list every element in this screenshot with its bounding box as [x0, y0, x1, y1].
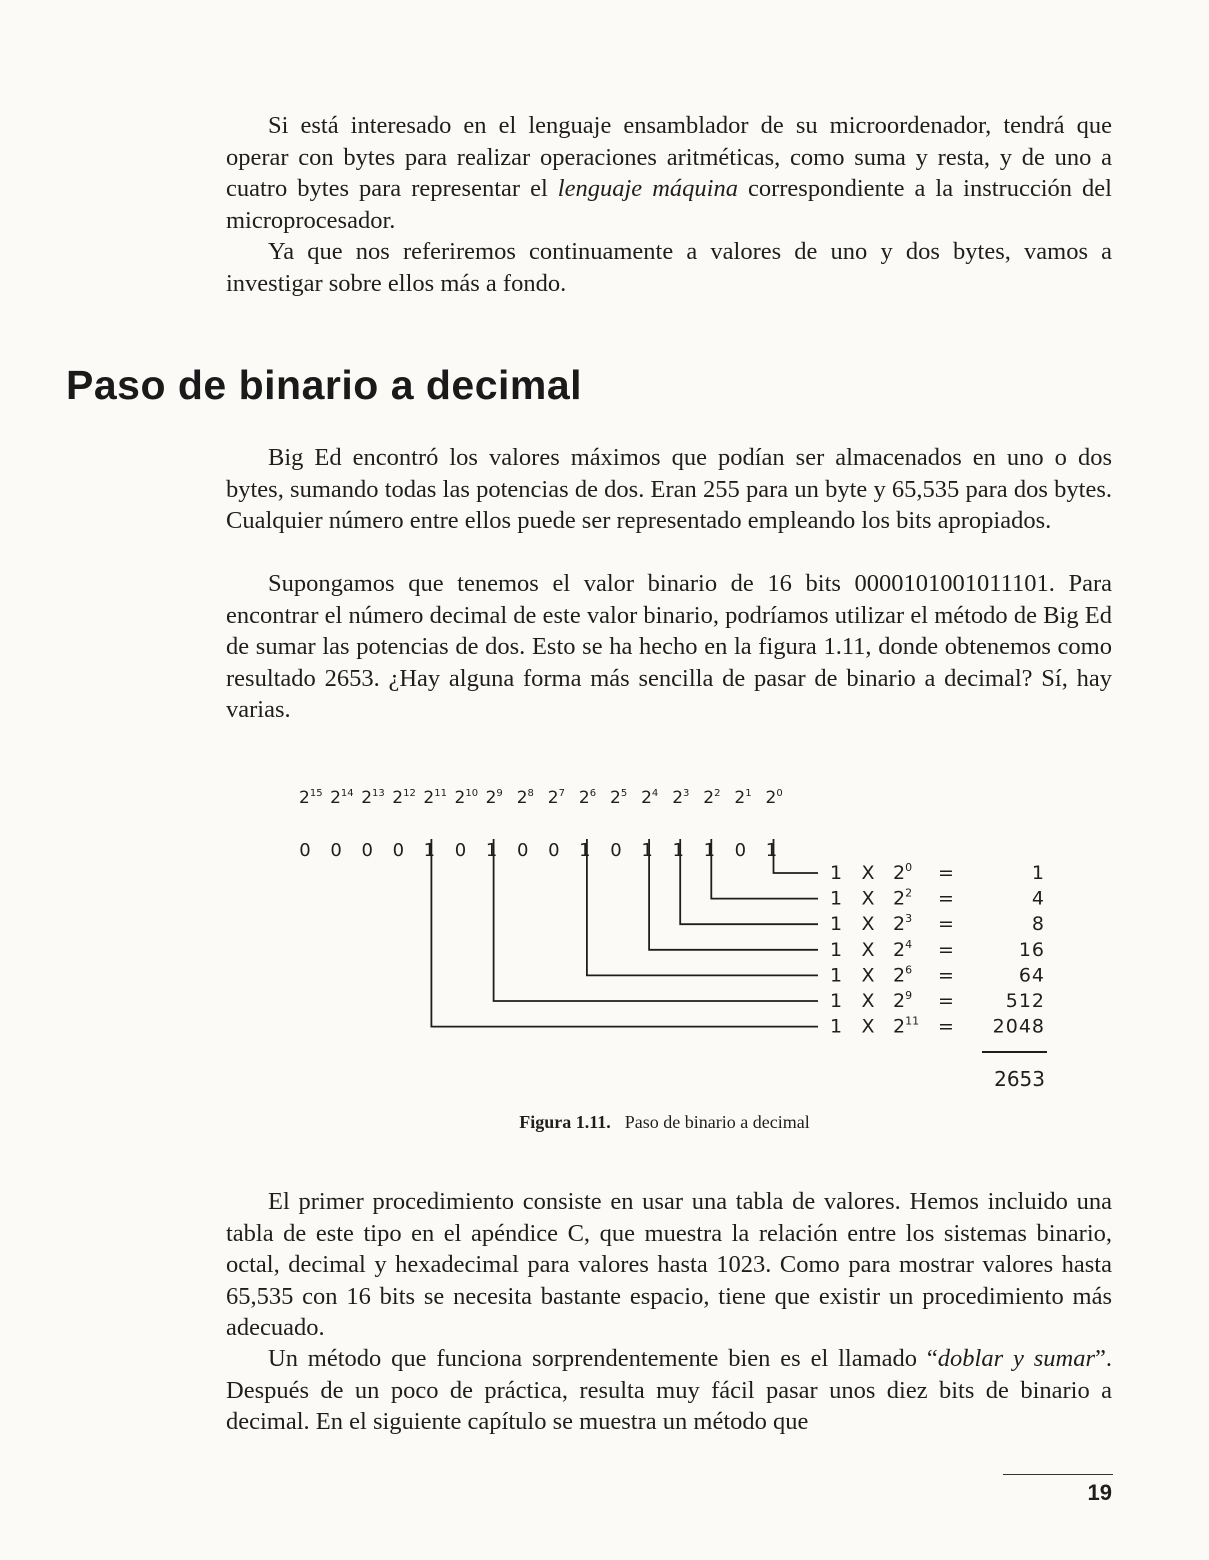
power-label: $2^{13}$ [361, 788, 385, 808]
body-paragraph-4: Un método que funciona sorprendentemente bien es el llamado “doblar y sumar”. Después de un poco de práctica, resulta muy fácil pasar unos diez bits de binario a decimal. En el siguiente capítulo se muestra un método que [226, 1345, 1112, 1436]
equals-sign: = [938, 990, 954, 1012]
intro-paragraph-2: Ya que nos referiremos continuamente a valores de uno y dos bytes, vamos a investigar sobre ellos más a fondo. [226, 238, 1112, 297]
row-one: 1 [829, 887, 843, 910]
powers-row [299, 788, 783, 808]
row-value: 64 [1018, 964, 1045, 987]
power-label: $2^8$ [516, 788, 534, 808]
power-label: $2^7$ [547, 788, 566, 808]
power-label: $2^{11}$ [423, 788, 447, 808]
row-power: $2^4$ [893, 937, 913, 961]
calculation-rows [830, 861, 1045, 1038]
power-label: $2^{15}$ [299, 788, 323, 808]
row-one: 1 [829, 913, 843, 936]
equals-sign: = [938, 964, 954, 987]
caption-label: Figura 1.11. [519, 1112, 611, 1132]
row-power: $2^6$ [893, 963, 913, 987]
power-label: $2^5$ [610, 788, 628, 808]
row-one: 1 [829, 1015, 843, 1038]
row-value: 1 [1031, 862, 1045, 884]
power-label: $2^4$ [641, 788, 659, 808]
times-sign: X [861, 913, 875, 936]
leader-line [431, 839, 818, 1027]
row-power: $2^0$ [893, 861, 913, 884]
bits-row [299, 840, 777, 861]
row-one: 1 [829, 990, 843, 1012]
body-paragraph-1: Big Ed encontró los valores máximos que podían ser almacenados en uno o dos bytes, sumando todas las potencias de dos. Eran 255 para un byte y 65,535 para dos bytes. Cualquier número entre ellos puede ser representado empleando los bits apropiados. [226, 444, 1112, 535]
row-one: 1 [829, 938, 843, 961]
figure-caption [0, 1112, 1209, 1133]
row-one: 1 [829, 862, 843, 884]
page-number-rule [1003, 1474, 1113, 1475]
row-value: 16 [1018, 938, 1045, 961]
row-power: $2^{11}$ [893, 1014, 920, 1038]
section-title: Paso de binario a decimal [66, 362, 583, 408]
power-label: $2^{10}$ [454, 788, 479, 808]
row-value: 4 [1031, 887, 1045, 910]
leader-lines [431, 839, 818, 1027]
leader-line [680, 839, 818, 924]
times-sign: X [861, 887, 875, 910]
row-value: 512 [1005, 990, 1045, 1012]
power-label: $2^6$ [578, 788, 597, 808]
bit-digit: 0 [454, 840, 467, 861]
body-paragraph-2: Supongamos que tenemos el valor binario de 16 bits 0000101001011101. Para encontrar el número decimal de este valor binario, podríamos utilizar el método de Big Ed de sumar las potencias de dos. Esto se ha hecho en la figura 1.11, donde obtenemos como resultado 2653. ¿Hay alguna forma más sencilla de pasar de binario a decimal? Sí, hay varias. [226, 570, 1112, 724]
bit-digit: 0 [734, 840, 747, 861]
intro-paragraph-1: Si está interesado en el lenguaje ensamblador de su microordenador, tendrá que operar con bytes para realizar operaciones aritméticas, como suma y resta, y de uno a cuatro bytes para representar el lenguaje máquina correspondiente a la instrucción del microprocesador. [226, 112, 1112, 234]
body-paragraph-3: El primer procedimiento consiste en usar una tabla de valores. Hemos incluido una tabla de este tipo en el apéndice C, que muestra la relación entre los sistemas binario, octal, decimal y hexadecimal para valores hasta 1023. Como para mostrar valores hasta 65,535 con 16 bits se necesita bastante espacio, tiene que existir un procedimiento más adecuado. [226, 1188, 1112, 1342]
row-power: $2^9$ [893, 989, 913, 1012]
bit-digit: 0 [516, 840, 529, 861]
power-label: $2^2$ [703, 788, 721, 808]
bit-digit: 1 [641, 840, 653, 861]
bit-digit: 0 [361, 840, 373, 861]
bit-digit: 1 [485, 840, 498, 861]
times-sign: X [861, 964, 875, 987]
row-value: 8 [1031, 913, 1045, 936]
power-label: $2^0$ [765, 788, 783, 808]
bit-digit: 1 [765, 840, 778, 861]
equals-sign: = [938, 913, 954, 936]
power-label: $2^9$ [485, 788, 503, 808]
equals-sign: = [938, 862, 954, 884]
page-number: 19 [1087, 1480, 1112, 1505]
power-label: $2^{14}$ [330, 788, 354, 808]
row-value: 2048 [992, 1015, 1045, 1038]
bit-digit: 0 [330, 840, 342, 861]
bit-digit: 1 [423, 840, 436, 861]
times-sign: X [861, 990, 875, 1012]
bit-digit: 1 [579, 840, 591, 861]
times-sign: X [861, 938, 875, 961]
leader-line [774, 839, 819, 873]
equals-sign: = [938, 1015, 954, 1038]
bit-digit: 1 [672, 840, 684, 861]
row-power: $2^2$ [893, 886, 913, 910]
times-sign: X [861, 1015, 875, 1038]
power-label: $2^3$ [672, 788, 690, 808]
leader-line [711, 839, 818, 899]
bit-digit: 0 [548, 840, 560, 861]
equals-sign: = [938, 887, 954, 910]
power-label: $2^1$ [734, 788, 752, 808]
leader-line [494, 839, 818, 1001]
row-power: $2^3$ [893, 912, 913, 936]
total-value: 2653 [994, 1067, 1045, 1091]
row-one: 1 [829, 964, 843, 987]
times-sign: X [861, 862, 875, 884]
bit-digit: 0 [610, 840, 622, 861]
bit-digit: 1 [703, 840, 716, 861]
caption-text: Paso de binario a decimal [624, 1112, 810, 1132]
bit-digit: 0 [392, 840, 405, 861]
equals-sign: = [938, 938, 954, 961]
bit-digit: 0 [299, 840, 311, 861]
power-label: $2^{12}$ [392, 788, 416, 808]
